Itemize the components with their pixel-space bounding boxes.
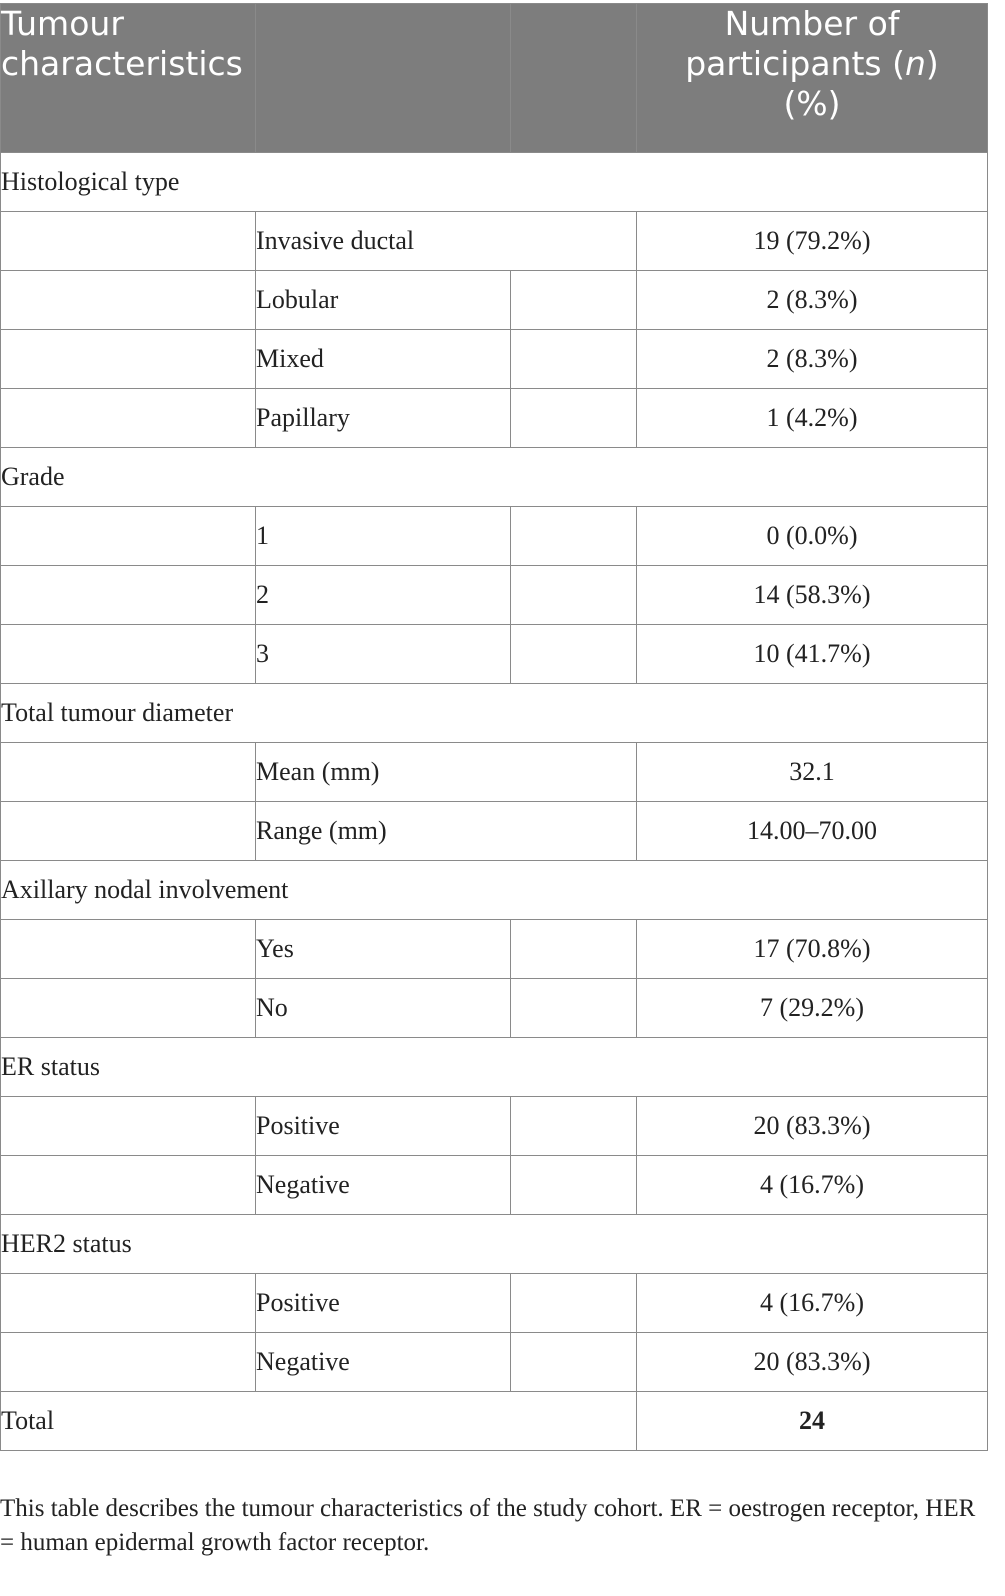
header-empty-cell [511, 4, 637, 153]
row-label: Mixed [256, 330, 511, 389]
total-label: Total [1, 1392, 637, 1451]
header-empty-cell [256, 4, 511, 153]
row-label: Range (mm) [256, 802, 637, 861]
empty-cell [1, 566, 256, 625]
empty-cell [1, 330, 256, 389]
header-line-1: Number of [724, 4, 900, 43]
row-value: 4 (16.7%) [637, 1156, 988, 1215]
empty-cell [1, 1156, 256, 1215]
row-label: Mean (mm) [256, 743, 637, 802]
total-row [1, 1392, 988, 1451]
tumour-characteristics-table [0, 3, 988, 1451]
table-row [1, 1097, 988, 1156]
row-label: Positive [256, 1097, 511, 1156]
empty-cell [511, 1097, 637, 1156]
row-label: Negative [256, 1333, 511, 1392]
row-label: 3 [256, 625, 511, 684]
row-value: 20 (83.3%) [637, 1333, 988, 1392]
empty-cell [1, 743, 256, 802]
section-row [1, 861, 988, 920]
table-row [1, 507, 988, 566]
header-line-3: (%) [783, 84, 841, 123]
table-footnote: This table describes the tumour characteristics of the study cohort. ER = oestrogen receptor, HER = human epidermal growth factor receptor. [0, 1495, 976, 1556]
row-value: 10 (41.7%) [637, 625, 988, 684]
empty-cell [1, 1274, 256, 1333]
row-label: Lobular [256, 271, 511, 330]
empty-cell [1, 212, 256, 271]
empty-cell [511, 271, 637, 330]
empty-cell [511, 566, 637, 625]
row-value: 14 (58.3%) [637, 566, 988, 625]
table-row [1, 1274, 988, 1333]
section-row [1, 153, 988, 212]
row-label: 2 [256, 566, 511, 625]
empty-cell [511, 1156, 637, 1215]
empty-cell [1, 507, 256, 566]
row-value: 2 (8.3%) [637, 271, 988, 330]
table-row [1, 271, 988, 330]
total-value: 24 [637, 1392, 988, 1451]
row-value: 7 (29.2%) [637, 979, 988, 1038]
row-label: Positive [256, 1274, 511, 1333]
empty-cell [511, 507, 637, 566]
row-value: 32.1 [637, 743, 988, 802]
table-body [1, 153, 988, 1451]
header-number-of-participants [637, 4, 988, 153]
section-label: Histological type [1, 153, 988, 212]
table-row [1, 1333, 988, 1392]
row-label: Invasive ductal [256, 212, 637, 271]
row-value: 4 (16.7%) [637, 1274, 988, 1333]
table-row [1, 920, 988, 979]
table-row [1, 566, 988, 625]
row-label: No [256, 979, 511, 1038]
table-header-row [1, 4, 988, 153]
row-value: 0 (0.0%) [637, 507, 988, 566]
table-row [1, 330, 988, 389]
header-line-2a: participants ( [685, 44, 905, 83]
row-label: Negative [256, 1156, 511, 1215]
row-value: 17 (70.8%) [637, 920, 988, 979]
row-value: 14.00–70.00 [637, 802, 988, 861]
section-label: ER status [1, 1038, 988, 1097]
empty-cell [1, 625, 256, 684]
section-row [1, 1038, 988, 1097]
row-value: 1 (4.2%) [637, 389, 988, 448]
empty-cell [511, 979, 637, 1038]
empty-cell [511, 389, 637, 448]
section-label: Axillary nodal involvement [1, 861, 988, 920]
empty-cell [1, 802, 256, 861]
section-label: Total tumour diameter [1, 684, 988, 743]
row-value: 2 (8.3%) [637, 330, 988, 389]
empty-cell [1, 1097, 256, 1156]
empty-cell [1, 271, 256, 330]
row-value: 20 (83.3%) [637, 1097, 988, 1156]
table-row [1, 212, 988, 271]
row-value: 19 (79.2%) [637, 212, 988, 271]
section-label: HER2 status [1, 1215, 988, 1274]
header-tumour-characteristics: Tumour characteristics [1, 4, 256, 153]
section-row [1, 1215, 988, 1274]
empty-cell [511, 330, 637, 389]
empty-cell [511, 1274, 637, 1333]
empty-cell [511, 625, 637, 684]
empty-cell [511, 1333, 637, 1392]
empty-cell [1, 920, 256, 979]
section-row [1, 684, 988, 743]
table-row [1, 802, 988, 861]
table-row [1, 979, 988, 1038]
empty-cell [511, 920, 637, 979]
table-row [1, 743, 988, 802]
table-row [1, 389, 988, 448]
header-line-2-italic: n [904, 44, 926, 83]
empty-cell [1, 979, 256, 1038]
empty-cell [1, 389, 256, 448]
row-label: Yes [256, 920, 511, 979]
header-line-2b: ) [925, 44, 939, 83]
table-row [1, 625, 988, 684]
row-label: Papillary [256, 389, 511, 448]
row-label: 1 [256, 507, 511, 566]
section-row [1, 448, 988, 507]
empty-cell [1, 1333, 256, 1392]
table-row [1, 1156, 988, 1215]
section-label: Grade [1, 448, 988, 507]
